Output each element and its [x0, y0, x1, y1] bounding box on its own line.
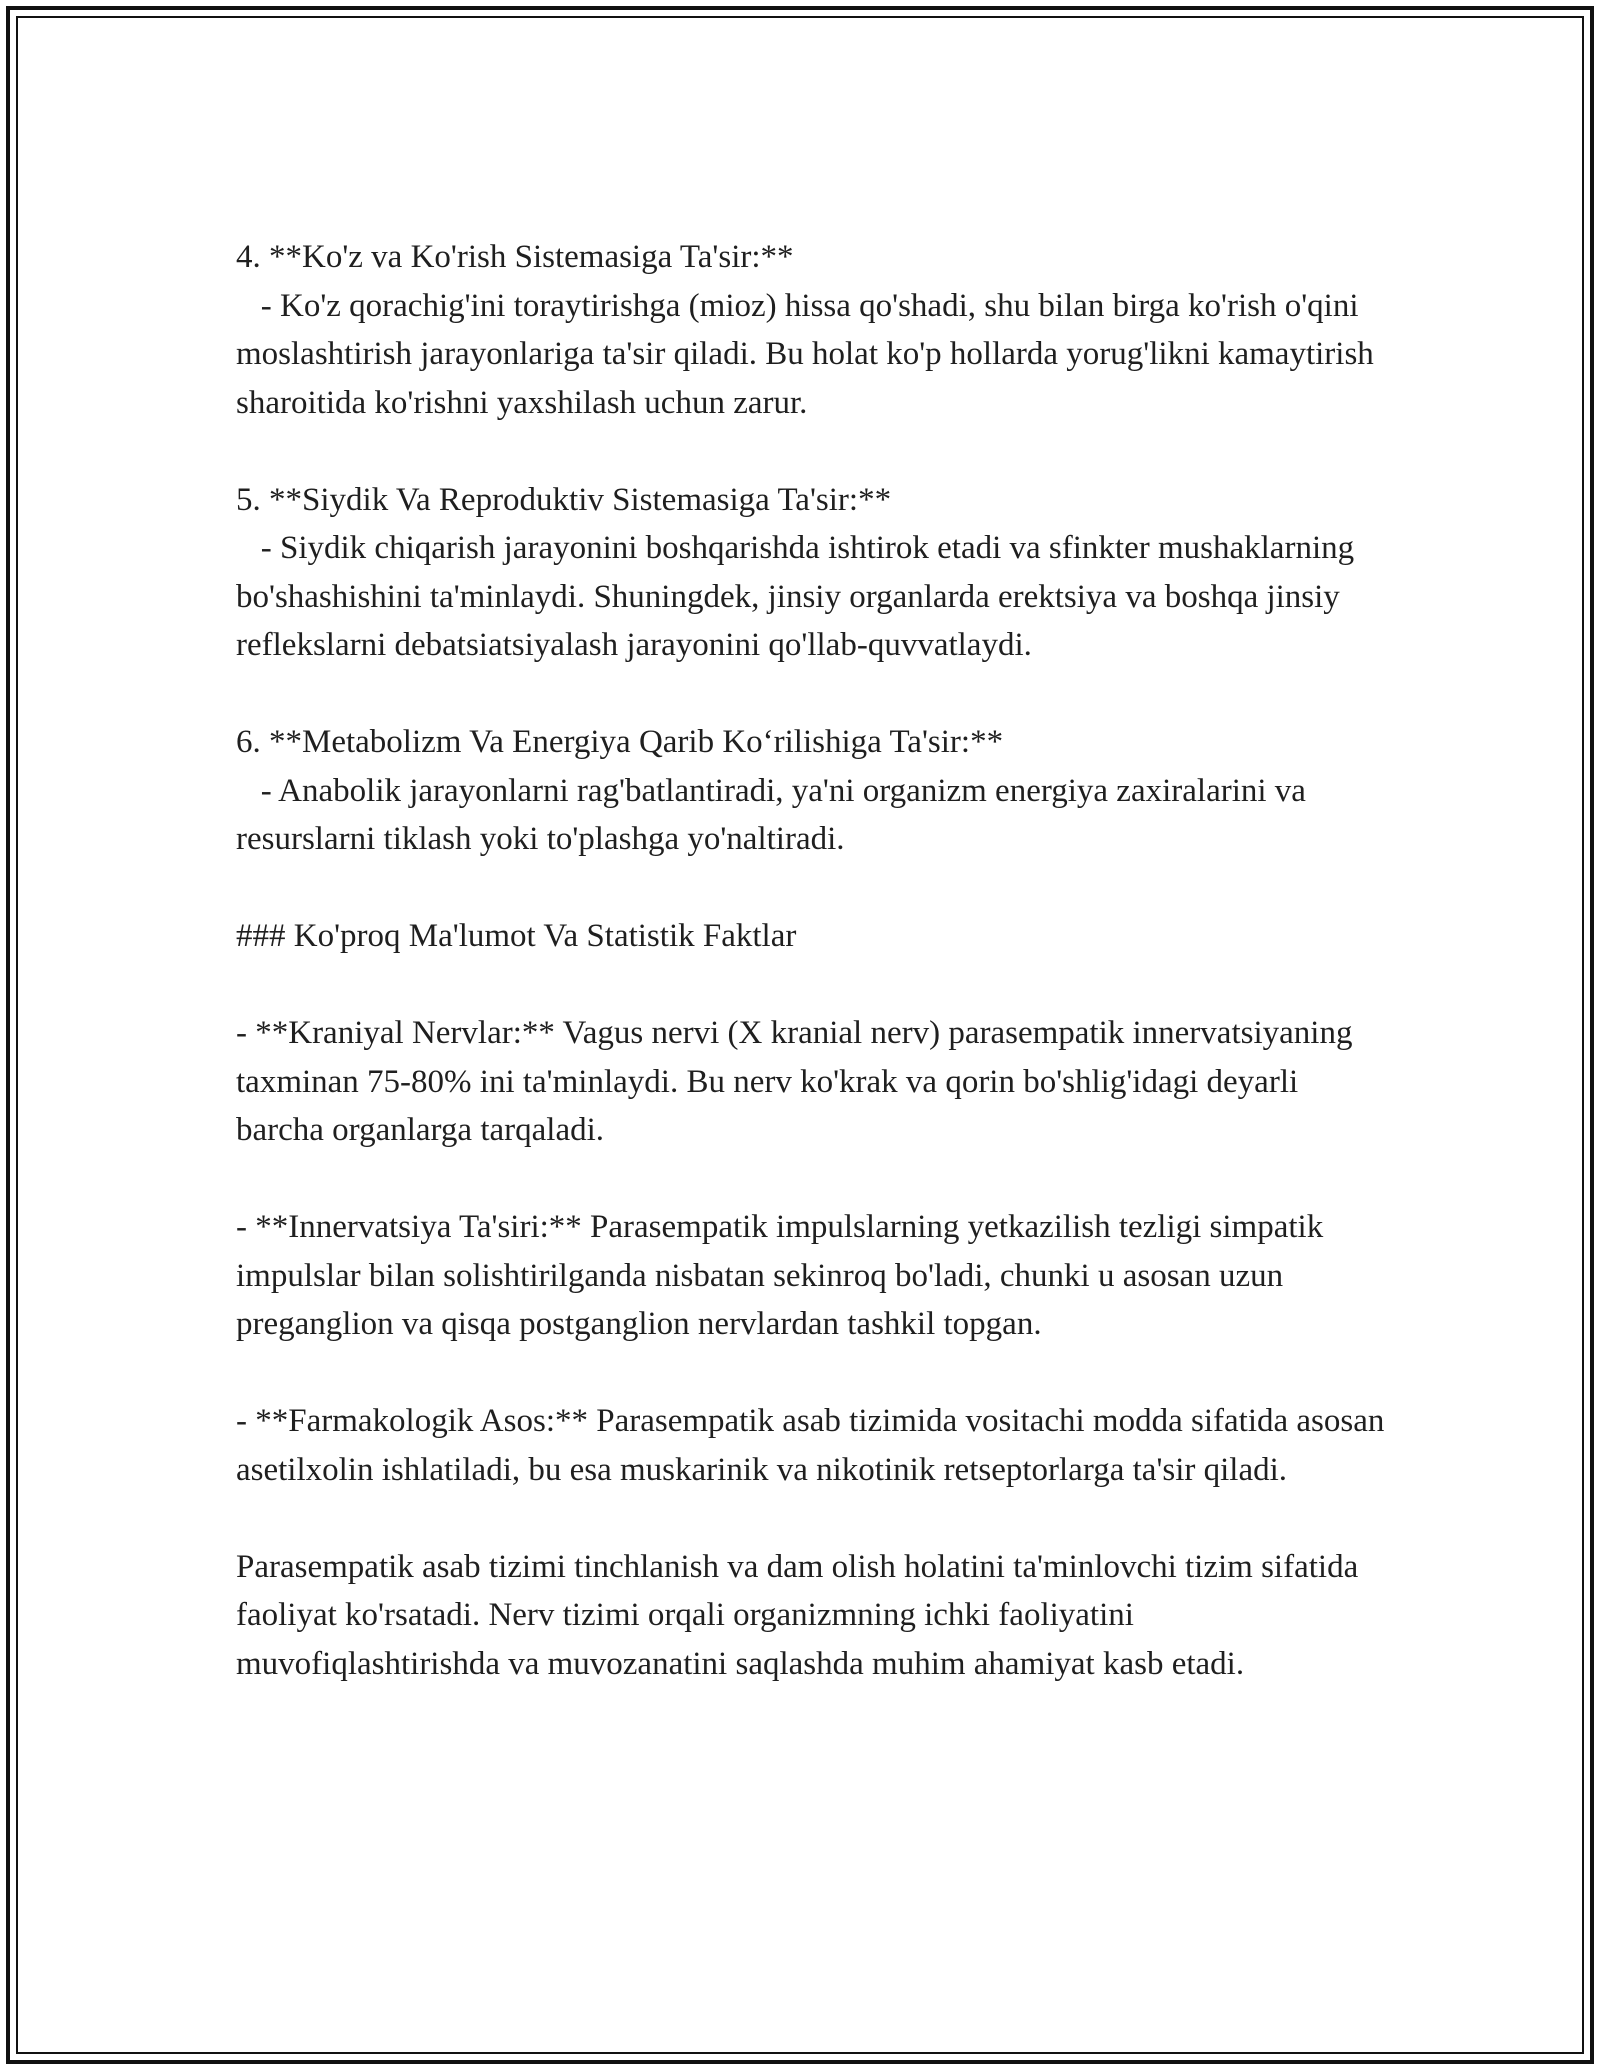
- section-body: - Siydik chiqarish jarayonini boshqarishda ishtirok etadi va sfinkter mushaklarning bo'shashishini ta'minlaydi. Shuningdek, jinsiy organlarda erektsiya va boshqa jinsiy reflekslarni debatsiatsiyalash jarayonini qo'llab-quvvatlaydi.: [236, 530, 1363, 663]
- section-heading: 5. **Siydik Va Reproduktiv Sistemasiga Ta'sir:**: [236, 481, 892, 518]
- section-eye-vision: [236, 233, 1386, 427]
- subheading: ### Ko'proq Ma'lumot Va Statistik Faktlar: [236, 918, 797, 954]
- section-heading: 4. **Ko'z va Ko'rish Sistemasiga Ta'sir:**: [236, 239, 794, 275]
- conclusion-paragraph: [236, 1543, 1386, 1689]
- section-body: - Anabolik jarayonlarni rag'batlantiradi, ya'ni organizm energiya zaxiralarini va resurslarni tiklash yoki to'plashga yo'naltiradi.: [236, 772, 1315, 857]
- fact-paragraph: - **Farmakologik Asos:** Parasempatik asab tizimida vositachi modda sifatida asosan asetilxolin ishlatiladi, bu esa muskarinik va nikotinik retseptorlarga ta'sir qiladi.: [236, 1403, 1393, 1488]
- section-metabolism-energy: [236, 718, 1386, 864]
- fact-paragraph: - **Innervatsiya Ta'siri:** Parasempatik impulslarning yetkazilish tezligi simpatik impulslar bilan solishtirilganda nisbatan sekinroq bo'ladi, chunki u asosan uzun preganglion va qisqa postganglion nervlardan tashkil topgan.: [236, 1209, 1332, 1342]
- document-body: [236, 233, 1393, 1737]
- fact-paragraph: - **Kraniyal Nervlar:** Vagus nervi (X kranial nerv) parasempatik innervatsiyaning taxminan 75-80% ini ta'minlaydi. Bu nerv ko'krak va qorin bo'shlig'idagi deyarli barcha organlarga tarqaladi.: [236, 1015, 1361, 1148]
- section-heading: 6. **Metabolizm Va Energiya Qarib Ko‘rilishiga Ta'sir:**: [236, 724, 1004, 760]
- fact-innervation-effect: [236, 1203, 1386, 1349]
- fact-pharmacological-basis: [236, 1397, 1393, 1494]
- subheading-more-info: [236, 912, 1386, 961]
- fact-cranial-nerves: [236, 1009, 1386, 1155]
- section-body: - Ko'z qorachig'ini toraytirishga (mioz) hissa qo'shadi, shu bilan birga ko'rish o'qini moslashtirish jarayonlariga ta'sir qiladi. Bu holat ko'p hollarda yorug'likni kamaytirish sharoitida ko'rishni yaxshilash uchun zarur.: [236, 287, 1383, 421]
- section-urinary-reproductive: [236, 476, 1386, 670]
- conclusion-text: Parasempatik asab tizimi tinchlanish va dam olish holatini ta'minlovchi tizim sifatida faoliyat ko'rsatadi. Nerv tizimi orqali organizmning ichki faoliyatini muvofiqlashtirishda va muvozanatini saqlashda muhim ahamiyat kasb etadi.: [236, 1548, 1367, 1682]
